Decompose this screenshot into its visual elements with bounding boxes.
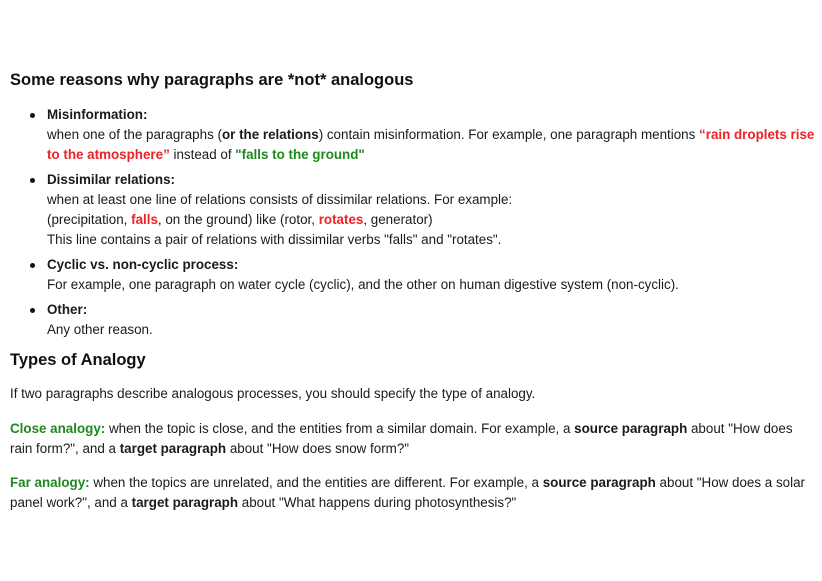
far-analogy-paragraph xyxy=(10,473,814,513)
section-heading-reasons: Some reasons why paragraphs are *not* analogous xyxy=(10,71,414,89)
bullet-icon xyxy=(30,178,35,183)
item-note: This line contains a pair of relations with dissimilar verbs "falls" and "rotates". xyxy=(47,232,502,247)
text-run: when the topic is close, and the entities from a similar domain. For example, a xyxy=(105,421,575,436)
text-run: about "What happens during photosynthesis?" xyxy=(238,495,517,510)
item-description: when at least one line of relations consists of dissimilar relations. For example: xyxy=(47,192,513,207)
text-run: , on the ground) like (rotor, xyxy=(157,212,319,227)
bullet-icon xyxy=(30,308,35,313)
bullet-icon xyxy=(30,113,35,118)
text-run: instead of xyxy=(169,147,236,162)
types-intro: If two paragraphs describe analogous processes, you should specify the type of analogy. xyxy=(10,386,536,401)
item-label: Misinformation: xyxy=(47,107,148,122)
misinformation-example: “rain droplets rise to the atmosphere” xyxy=(47,127,815,162)
text-run: (precipitation, xyxy=(47,212,132,227)
text-run: , generator) xyxy=(363,212,433,227)
bold-text: target paragraph xyxy=(119,441,227,456)
text-run: about "How does rain form?", and a xyxy=(10,421,793,456)
list-item-misinformation xyxy=(0,105,822,165)
item-description: Any other reason. xyxy=(47,322,153,337)
text-run: when one of the paragraphs ( xyxy=(47,127,222,142)
verb-highlight: falls xyxy=(131,212,158,227)
text-run: when the topics are unrelated, and the entities are different. For example, a xyxy=(89,475,543,490)
text-run: ) contain misinformation. For example, one paragraph mentions xyxy=(318,127,700,142)
close-analogy-label: Close analogy: xyxy=(10,421,106,436)
verb-highlight: rotates xyxy=(318,212,364,227)
text-run: about "How does a solar panel work?", and a xyxy=(10,475,805,510)
item-label: Dissimilar relations: xyxy=(47,172,176,187)
far-analogy-label: Far analogy: xyxy=(10,475,90,490)
bullet-icon xyxy=(30,263,35,268)
item-description: For example, one paragraph on water cycle (cyclic), and the other on human digestive system (non-cyclic). xyxy=(47,277,679,292)
relation-example xyxy=(47,210,822,230)
bold-text: source paragraph xyxy=(574,421,688,436)
bold-text: target paragraph xyxy=(131,495,239,510)
item-description xyxy=(47,125,822,165)
close-analogy-paragraph xyxy=(10,419,814,459)
correct-example: "falls to the ground" xyxy=(235,147,365,162)
bold-text: or the relations xyxy=(221,127,319,142)
reasons-list xyxy=(0,105,822,340)
list-item-dissimilar-relations xyxy=(0,170,822,250)
bold-text: source paragraph xyxy=(542,475,656,490)
list-item-cyclic xyxy=(0,255,822,295)
item-label: Cyclic vs. non-cyclic process: xyxy=(47,257,239,272)
section-heading-types: Types of Analogy xyxy=(10,351,146,369)
item-label: Other: xyxy=(47,302,88,317)
list-item-other xyxy=(0,300,822,340)
text-run: about "How does snow form?" xyxy=(226,441,410,456)
